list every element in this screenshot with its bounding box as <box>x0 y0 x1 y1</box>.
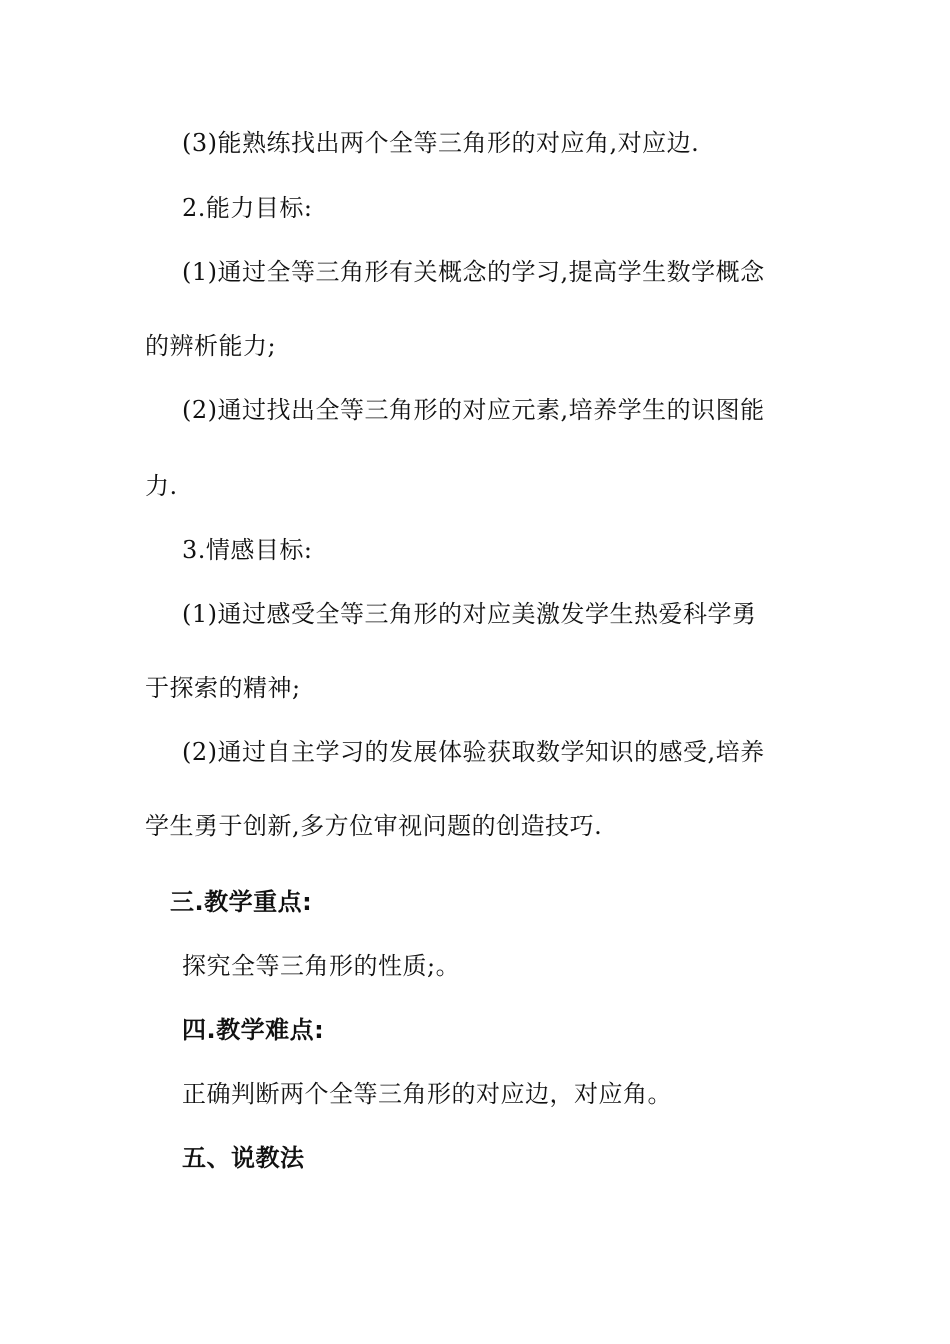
text-line: (1)通过感受全等三角形的对应美激发学生热爱科学勇 <box>182 600 757 628</box>
text-line: 学生勇于创新,多方位审视问题的创造技巧. <box>145 812 603 840</box>
text-line: 的辨析能力; <box>145 332 277 360</box>
text-line: 2.能力目标: <box>182 194 313 222</box>
text-line: (1)通过全等三角形有关概念的学习,提高学生数学概念 <box>182 258 765 286</box>
text-line: 于探索的精神; <box>145 674 301 702</box>
text-line: (2)通过自主学习的发展体验获取数学知识的感受,培养 <box>182 738 765 766</box>
text-line: 正确判断两个全等三角形的对应边，对应角。 <box>182 1080 672 1108</box>
section-heading: 五、说教法 <box>182 1144 305 1172</box>
section-heading: 四.教学难点: <box>182 1016 325 1044</box>
text-line: 力. <box>145 472 178 500</box>
text-line: (3)能熟练找出两个全等三角形的对应角,对应边. <box>182 129 700 157</box>
text-line: (2)通过找出全等三角形的对应元素,培养学生的识图能 <box>182 396 765 424</box>
section-heading: 三.教学重点: <box>170 888 313 916</box>
text-line: 3.情感目标: <box>182 536 313 564</box>
text-line: 探究全等三角形的性质;。 <box>182 952 461 980</box>
